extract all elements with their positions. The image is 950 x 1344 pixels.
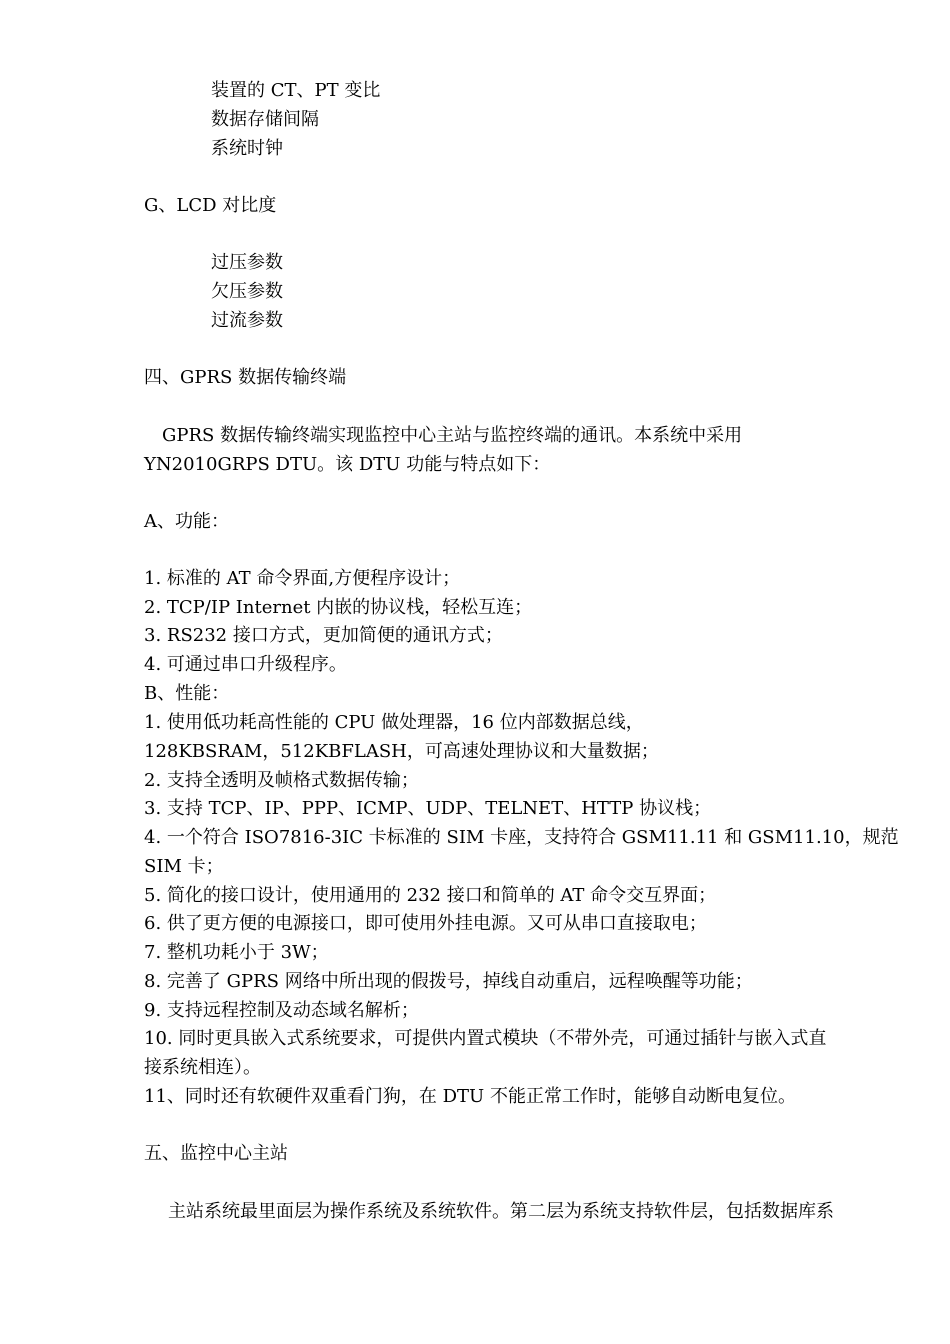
list-item: 3. RS232 接口方式，更加简便的通讯方式； — [144, 625, 503, 646]
list-item: SIM 卡； — [144, 856, 224, 877]
list-item: 7. 整机功耗小于 3W； — [144, 942, 329, 963]
list-item: 1. 使用低功耗高性能的 CPU 做处理器，16 位内部数据总线， — [144, 712, 644, 733]
list-item: 5. 简化的接口设计，使用通用的 232 接口和简单的 AT 命令交互界面； — [144, 885, 717, 906]
settings-item-overvoltage: 过压参数 — [211, 252, 283, 273]
section-heading-gprs-dtu: 四、GPRS 数据传输终端 — [144, 367, 347, 388]
list-item: 8. 完善了 GPRS 网络中所出现的假拨号，掉线自动重启，远程唤醒等功能； — [144, 971, 753, 992]
list-item: 3. 支持 TCP、IP、PPP、ICMP、UDP、TELNET、HTTP 协议栈； — [144, 798, 712, 819]
list-item: 接系统相连）。 — [144, 1057, 261, 1078]
list-item: 1. 标准的 AT 命令界面,方便程序设计； — [144, 568, 461, 589]
settings-item-undervoltage: 欠压参数 — [211, 281, 283, 302]
performance-heading: B、性能： — [144, 683, 230, 704]
settings-item-ct-pt-ratio: 装置的 CT、PT 变比 — [211, 80, 381, 101]
section-heading-master-station: 五、监控中心主站 — [144, 1143, 288, 1164]
settings-item-overcurrent: 过流参数 — [211, 310, 283, 331]
list-item: 4. 一个符合 ISO7816-3IC 卡标准的 SIM 卡座，支持符合 GSM11.11 和 GSM11.10，规范 — [144, 827, 899, 848]
settings-item-system-clock: 系统时钟 — [211, 138, 283, 159]
settings-item-storage-interval: 数据存储间隔 — [211, 109, 319, 130]
list-item: 2. TCP/IP Internet 内嵌的协议栈，轻松互连； — [144, 597, 533, 618]
list-item: 9. 支持远程控制及动态域名解析； — [144, 1000, 419, 1021]
list-item: 4. 可通过串口升级程序。 — [144, 654, 347, 675]
paragraph-line: 主站系统最里面层为操作系统及系统软件。第二层为系统支持软件层，包括数据库系 — [168, 1201, 834, 1222]
functions-heading: A、功能： — [144, 511, 229, 532]
paragraph-line: YN2010GRPS DTU。该 DTU 功能与特点如下： — [144, 454, 551, 475]
list-item: 2. 支持全透明及帧格式数据传输； — [144, 770, 419, 791]
list-item: 6. 供了更方便的电源接口，即可使用外挂电源。又可从串口直接取电； — [144, 913, 707, 934]
list-item: 10. 同时更具嵌入式系统要求，可提供内置式模块（不带外壳，可通过插针与嵌入式直 — [144, 1028, 827, 1049]
list-item: 128KBSRAM，512KBFLASH，可高速处理协议和大量数据； — [144, 741, 659, 762]
list-item: 11、同时还有软硬件双重看门狗，在 DTU 不能正常工作时，能够自动断电复位。 — [144, 1086, 796, 1107]
paragraph-line: GPRS 数据传输终端实现监控中心主站与监控终端的通讯。本系统中采用 — [162, 425, 743, 446]
heading-lcd-contrast: G、LCD 对比度 — [144, 195, 277, 216]
